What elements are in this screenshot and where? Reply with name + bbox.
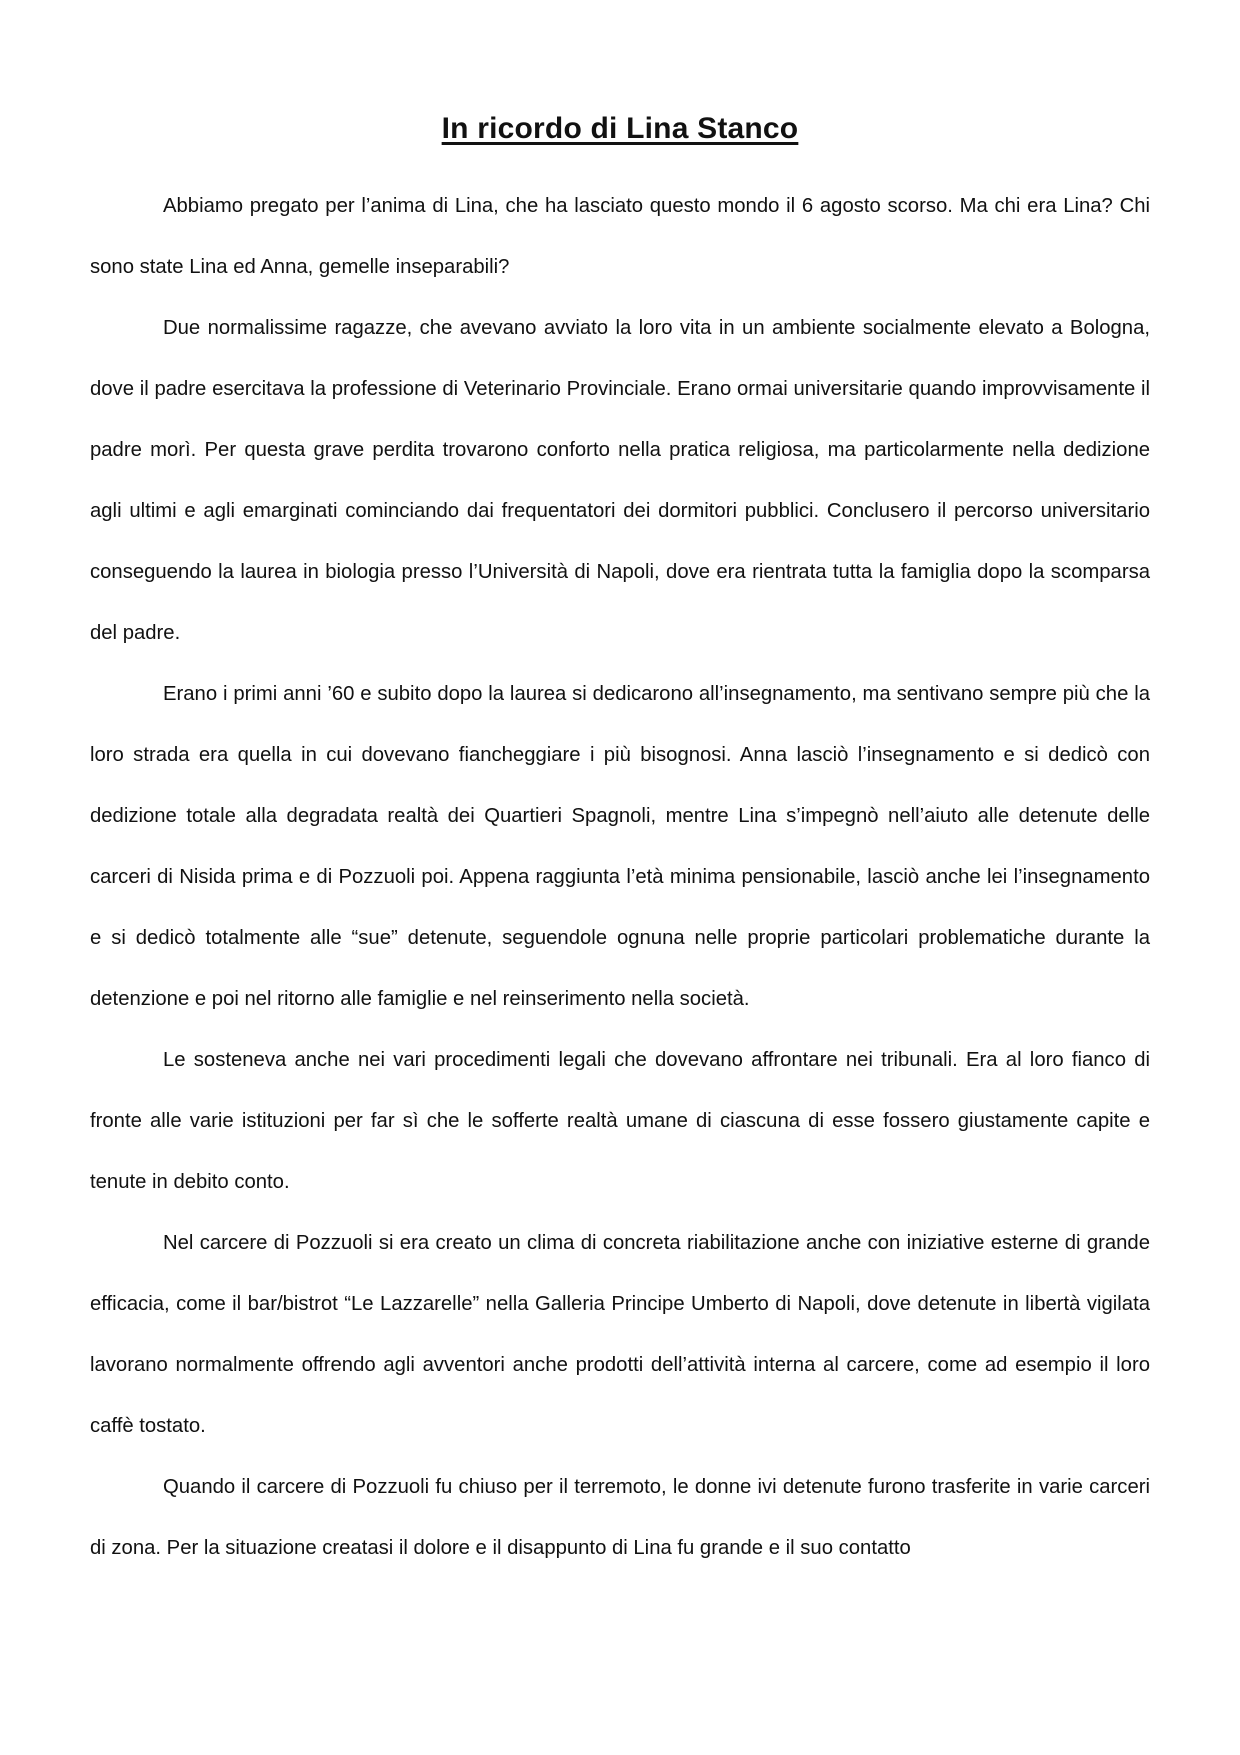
paragraph-5: Nel carcere di Pozzuoli si era creato un clima di concreta riabilitazione anche con iniziative esterne di grande efficacia, come il bar/bistrot “Le Lazzarelle” nella Galleria Principe Umberto di Napoli, dove detenute in libertà vigilata lavorano normalmente offrendo agli avventori anche prodotti dell’attività interna al carcere, come ad esempio il loro caffè tostato. bbox=[90, 1232, 1150, 1437]
document-title: In ricordo di Lina Stanco bbox=[441, 112, 799, 145]
paragraph-1: Abbiamo pregato per l’anima di Lina, che ha lasciato questo mondo il 6 agosto scorso. Ma chi era Lina? Chi sono state Lina ed Anna, gemelle inseparabili? bbox=[90, 195, 1150, 278]
paragraph-3: Erano i primi anni ’60 e subito dopo la laurea si dedicarono all’insegnamento, ma sentivano sempre più che la loro strada era quella in cui dovevano fiancheggiare i più bisognosi. Anna lasciò l’insegnamento e si dedicò con dedizione totale alla degradata realtà dei Quartieri Spagnoli, mentre Lina s’impegnò nell’aiuto alle detenute delle carceri di Nisida prima e di Pozzuoli poi. Appena raggiunta l’età minima pensionabile, lasciò anche lei l’insegnamento e si dedicò totalmente alle “sue” detenute, seguendole ognuna nelle proprie particolari problematiche durante la detenzione e poi nel ritorno alle famiglie e nel reinserimento nella società. bbox=[90, 683, 1150, 1010]
paragraph-4: Le sosteneva anche nei vari procedimenti legali che dovevano affrontare nei tribunali. Era al loro fianco di fronte alle varie istituzioni per far sì che le sofferte realtà umane di ciascuna di esse fossero giustamente capite e tenute in debito conto. bbox=[90, 1049, 1150, 1193]
paragraph-2: Due normalissime ragazze, che avevano avviato la loro vita in un ambiente socialmente elevato a Bologna, dove il padre esercitava la professione di Veterinario Provinciale. Erano ormai universitarie quando improvvisamente il padre morì. Per questa grave perdita trovarono conforto nella pratica religiosa, ma particolarmente nella dedizione agli ultimi e agli emarginati cominciando dai frequentatori dei dormitori pubblici. Conclusero il percorso universitario conseguendo la laurea in biologia presso l’Università di Napoli, dove era rientrata tutta la famiglia dopo la scomparsa del padre. bbox=[90, 317, 1150, 644]
paragraph-6: Quando il carcere di Pozzuoli fu chiuso per il terremoto, le donne ivi detenute furono trasferite in varie carceri di zona. Per la situazione creatasi il dolore e il disappunto di Lina fu grande e il suo contatto bbox=[90, 1476, 1150, 1559]
